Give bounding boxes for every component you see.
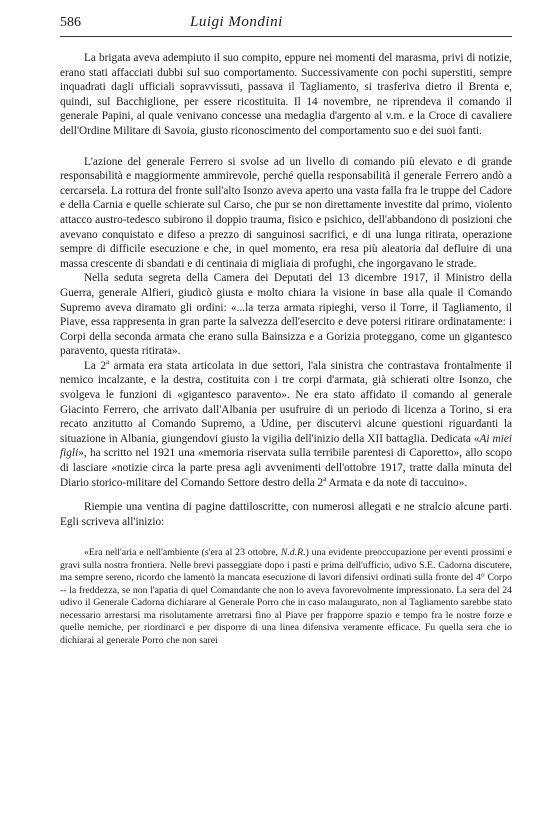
- p4-text-b: armata era stata articolata in due settori, l'ala sinistra che contrastava frontalmente il nemico incalzante, e la destra, costituita con i tre corpi d'armata, già schierati oltre Isonzo, che svolgeva le funzioni di «gigantesco paravento». Ne era stato affidato il comando al generale Giacinto Ferrero, che arrivato dall'Albania per usufruire di un periodo di licenza a Torino, si era recato anzitutto al Comando Supremo, a Udine, per discutervi alcune questioni riguardanti la situazione in Albania, giungendovi giusto la vigilia dell'inizio della XII battaglia. Dedicata «: [60, 359, 512, 445]
- page-header: [60, 14, 512, 37]
- paragraph-1: La brigata aveva adempiuto il suo compito, eppure nei momenti del marasma, privi di notizie, erano stati affacciati dubbi sul suo comportamento. Successivamente con pochi superstiti, sempre inquadrati dagli ufficiali sopravvissuti, passava il Tagliamento, si trasferiva dietro il Brenta e, quindi, sul Bacchiglione, per essere ricostituita. Il 14 novembre, ne riprendeva il comando il generale Papini, al quale venivano concesse una medaglia d'argento al v.m. e la Croce di cavaliere dell'Ordine Militare di Savoia, giusto riconoscimento del comportamento suo e dei suoi fanti.: [60, 52, 512, 137]
- running-head: Luigi Mondini: [190, 14, 283, 30]
- quote-text-b: ) una evidente preoccupazione per eventi prossimi e gravi sulla nostra frontiera. Nelle brevi passeggiate dopo i pasti e prima dell'ufficio, udivo S.E. Cadorna discutere, ma sempre sereno, ricordo che lamentò la mancata esecuzione di lavori difensivi ordinati sulla fronte del 4° Corpo -- la freddezza, se non l'apatia di quel Comandante che non lo aveva favorevolmente impressionato. La sera del 24 udivo il Generale Cadorna dichiarare al Generale Porro che in caso malaugurato, non al Tagliamento sarebbe stato necessario arrestarsi ma risolutamente arretrarsi fino al Piave per frapporre spazio e tempo fra le nostre forze e quelle nemiche, per riordinarci e per disporre di una linea difensiva veramente efficace. Fu quella sera che io dichiarai al generale Porro che non sarei: [60, 547, 512, 646]
- block-quote: [60, 547, 512, 647]
- p4-superscript-2: a: [323, 474, 327, 483]
- paragraph-2: L'azione del generale Ferrero si svolse ad un livello di comando più elevato e di grande responsabilità e maggiormente ammirevole, perché quella responsabilità il generale Ferrero andò a cercarsela. La rottura del fronte sull'alto Isonzo aveva aperto una vasta falla fra le truppe del Cadore e della Carnia e quelle schierate sul Carso, che pur se non direttamente investite dal primo, violento attacco austro-tedesco subirono il doppio trauma, fisico e psichico, dell'abbandono di posizioni che avevano conquistato e difeso a prezzo di sanguinosi sacrifici, e di una lunga ritirata, operazione sempre di difficile esecuzione e che, in quel momento, era resa più aleatoria dal defluire di una massa crescente di sbandati e di centinaia di migliaia di profughi, che ingorgavano le strade.: [60, 155, 512, 270]
- paragraph-4: [60, 359, 512, 490]
- quote-paragraph: [60, 547, 512, 647]
- paragraph-5: Riempie una ventina di pagine dattiloscritte, con numerosi allegati e ne stralcio alcune parti. Egli scriveva all'inizio:: [60, 501, 512, 528]
- quote-text-a: «Era nell'aria e nell'ambiente (s'era al 23 ottobre,: [84, 547, 281, 559]
- p4-italic-title: Ai miei figli: [60, 432, 512, 460]
- p4-text-c: », ha scritto nel 1921 una «memoria riservata sulla terribile parentesi di Caporetto», allo scopo di lasciare «notizie circa la parte presa agli avvenimenti dell'ottobre 1917, tratte dalla minuta del Diario storico-militare del Comando Settore destro della 2: [60, 447, 512, 489]
- p4-text-a: La 2: [84, 359, 106, 372]
- paragraph-3: Nella seduta segreta della Camera dei Deputati del 13 dicembre 1917, il Ministro della Guerra, generale Alfieri, giudicò giusta e molto chiara la visione in base alla quale il Comando Supremo aveva diramato gli ordini: «...la terza armata ripieghi, verso il Torre, il Tagliamento, il Piave, essa rappresenta in gran parte la salvezza dell'esercito e deve potersi ritirare ordinatamente: i Corpi della seconda armata che erano sulla Bainsizza e a Gorizia proteggano, come un gigantesco paravento, questa ritirata».: [60, 272, 512, 358]
- page-number: 586: [60, 15, 81, 30]
- quote-italic: N.d.R.: [280, 547, 306, 559]
- p4-text-d: Armata e da note di taccuino».: [326, 476, 468, 489]
- p4-superscript: a: [105, 358, 110, 367]
